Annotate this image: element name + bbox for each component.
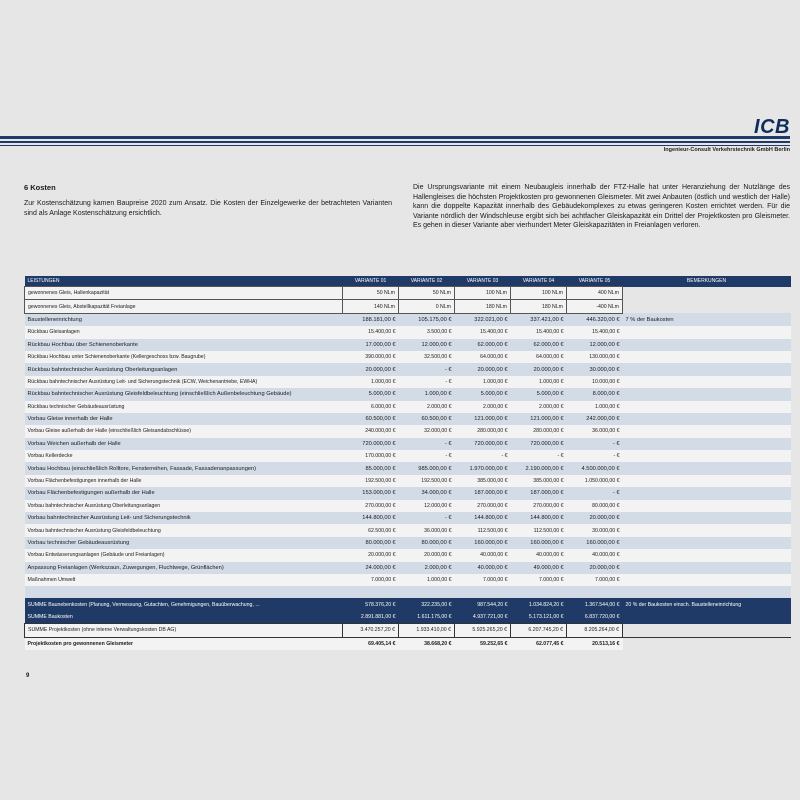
cell-variante-04: 49.000,00 € <box>511 562 567 574</box>
cost-row <box>25 537 791 549</box>
row-label: Anpassung Freianlagen (Werkszaun, Zuwegungen, Fluchtwege, Grünflächen) <box>25 562 343 574</box>
cell-variante-04: 270.000,00 € <box>511 500 567 512</box>
cell-variante-05: 80.000,00 € <box>567 500 623 512</box>
cell-variante-05: 8.000,00 € <box>567 388 623 400</box>
row-label: Rückbau Hochbau über Schienenoberkante <box>25 339 343 351</box>
cell-variante-01: 153.000,00 € <box>343 487 399 499</box>
cell-variante-03: 20.000,00 € <box>455 363 511 375</box>
cell-variante-04: 187.000,00 € <box>511 487 567 499</box>
cost-per-meter-row <box>25 637 791 650</box>
cell-variante-01: 1.000,00 € <box>343 376 399 388</box>
row-label: Vorbau Gleise außerhalb der Halle (einschließlich Gleisandabschlüsse) <box>25 425 343 437</box>
cell-variante-02: 985.000,00 € <box>399 462 455 474</box>
row-label: Vorbau Entwässerungsanlagen (Gebäude und Freianlagen) <box>25 549 343 561</box>
cell-variante-04: 7.000,00 € <box>511 574 567 586</box>
cell-variante-01: 69.405,14 € <box>343 637 399 650</box>
cell-variante-05: - € <box>567 450 623 462</box>
row-remark <box>623 425 791 437</box>
cost-row <box>25 462 791 474</box>
cell-variante-05: 20.000,00 € <box>567 512 623 524</box>
cell-variante-04: 280.000,00 € <box>511 425 567 437</box>
cell-variante-05: 15.400,00 € <box>567 326 623 338</box>
cell-variante-01: 270.000,00 € <box>343 500 399 512</box>
row-label: Vorbau technischer Gebäudeausrüstung <box>25 537 343 549</box>
cell-variante-05: - € <box>567 487 623 499</box>
cell-variante-03: 62.000,00 € <box>455 339 511 351</box>
cell-variante-05: 400 NLm <box>567 287 623 300</box>
page-number: 9 <box>26 673 30 679</box>
cell-variante-05: - € <box>567 438 623 450</box>
cell-variante-05: 7.000,00 € <box>567 574 623 586</box>
row-label: Rückbau bahntechnischer Ausrüstung Oberleitungsanlagen <box>25 363 343 375</box>
row-label: Rückbau Gleisanlagen <box>25 326 343 338</box>
table-header-row <box>25 276 791 287</box>
row-label: SUMME Baukosten <box>25 611 343 624</box>
cell-variante-03: 5.925.265,20 € <box>455 624 511 637</box>
row-label: Rückbau Hochbau unter Schienenoberkante (Kellergeschoss bzw. Baugrube) <box>25 351 343 363</box>
row-remark: 7 % der Baukosten <box>623 313 791 326</box>
cost-row <box>25 487 791 499</box>
row-label: gewonnenes Gleis, Abstellkapazität Freianlage <box>25 300 343 313</box>
row-remark <box>623 562 791 574</box>
cell-variante-02: 50 NLm <box>399 287 455 300</box>
cell-variante-02: 1.933.410,00 € <box>399 624 455 637</box>
cell-variante-02: 32.500,00 € <box>399 351 455 363</box>
cell-variante-03: 1.000,00 € <box>455 376 511 388</box>
cell-variante-05: 10.000,00 € <box>567 376 623 388</box>
cell-variante-03: 40.000,00 € <box>455 549 511 561</box>
row-label: Vorbau Gleise innerhalb der Halle <box>25 413 343 425</box>
cell-variante-01: 17.000,00 € <box>343 339 399 351</box>
row-remark <box>623 438 791 450</box>
cell-variante-04: 144.800,00 € <box>511 512 567 524</box>
cost-row <box>25 574 791 586</box>
cell-variante-03: 40.000,00 € <box>455 562 511 574</box>
cell-variante-04: 720.000,00 € <box>511 438 567 450</box>
intro-paragraph: Zur Kostenschätzung kamen Baupreise 2020 zum Ansatz. Die Kosten der Einzelgewerke der betrachteten Varianten sind als Anlage Kostenschätzung ersichtlich. <box>24 200 392 217</box>
cell-variante-04: 20.000,00 € <box>511 363 567 375</box>
cost-row <box>25 438 791 450</box>
cell-variante-05: -400 NLm <box>567 300 623 313</box>
cell-variante-03: 7.000,00 € <box>455 574 511 586</box>
column-header: VARIANTE 03 <box>455 276 511 287</box>
cell-variante-01: 140 NLm <box>343 300 399 313</box>
cell-variante-03: 121.000,00 € <box>455 413 511 425</box>
cell-variante-02: 12.000,00 € <box>399 500 455 512</box>
cell-variante-01: 15.400,00 € <box>343 326 399 338</box>
cost-row <box>25 376 791 388</box>
cell-variante-05: 30.000,00 € <box>567 363 623 375</box>
cell-variante-05: 1.000,00 € <box>567 401 623 413</box>
spacer-cell <box>511 586 567 598</box>
cell-variante-03: 160.000,00 € <box>455 537 511 549</box>
cell-variante-04: 2.000,00 € <box>511 401 567 413</box>
column-header: LEISTUNGEN <box>25 276 343 287</box>
row-remark <box>623 300 791 313</box>
cell-variante-05: 30.000,00 € <box>567 524 623 536</box>
cell-variante-02: 0 NLm <box>399 300 455 313</box>
cell-variante-03: 4.937.721,00 € <box>455 611 511 624</box>
cell-variante-03: 987.544,20 € <box>455 598 511 610</box>
table-body <box>25 287 791 650</box>
spacer-cell <box>455 586 511 598</box>
row-label: Vorbau bahntechnischer Ausrüstung Leit- und Sicherungstechnik <box>25 512 343 524</box>
row-remark <box>623 287 791 300</box>
cell-variante-05: 12.000,00 € <box>567 339 623 351</box>
cell-variante-04: - € <box>511 450 567 462</box>
cell-variante-05: 160.000,00 € <box>567 537 623 549</box>
cell-variante-04: 2.190.000,00 € <box>511 462 567 474</box>
row-remark <box>623 326 791 338</box>
cell-variante-04: 5.000,00 € <box>511 388 567 400</box>
cell-variante-04: 62.000,00 € <box>511 339 567 351</box>
cell-variante-01: 578.376,20 € <box>343 598 399 610</box>
cell-variante-02: 2.000,00 € <box>399 562 455 574</box>
cell-variante-05: 130.000,00 € <box>567 351 623 363</box>
row-remark <box>623 487 791 499</box>
row-label: Projektkosten pro gewonnenen Gleismeter <box>25 637 343 650</box>
cell-variante-03: 720.000,00 € <box>455 438 511 450</box>
cell-variante-02: 192.500,00 € <box>399 475 455 487</box>
row-remark <box>623 524 791 536</box>
cell-variante-02: 322.235,00 € <box>399 598 455 610</box>
row-label: Maßnahmen Umwelt <box>25 574 343 586</box>
cell-variante-05: 242.000,00 € <box>567 413 623 425</box>
cell-variante-03: 64.000,00 € <box>455 351 511 363</box>
cell-variante-02: 36.000,00 € <box>399 524 455 536</box>
cell-variante-05: 1.050.000,00 € <box>567 475 623 487</box>
row-label: gewonnenes Gleis, Hallenkapazität <box>25 287 343 300</box>
cell-variante-05: 4.500.000,00 € <box>567 462 623 474</box>
cell-variante-02: - € <box>399 512 455 524</box>
cost-row <box>25 500 791 512</box>
cell-variante-01: 5.000,00 € <box>343 388 399 400</box>
cell-variante-04: 1.034.824,20 € <box>511 598 567 610</box>
section-title: 6 Kosten <box>24 183 56 192</box>
cell-variante-03: 270.000,00 € <box>455 500 511 512</box>
cost-row <box>25 339 791 351</box>
row-remark <box>623 388 791 400</box>
column-header: BEMERKUNGEN <box>623 276 791 287</box>
cell-variante-02: 38.668,20 € <box>399 637 455 650</box>
row-remark <box>623 401 791 413</box>
cell-variante-01: 80.000,00 € <box>343 537 399 549</box>
cell-variante-05: 446.320,00 € <box>567 313 623 326</box>
cell-variante-04: 160.000,00 € <box>511 537 567 549</box>
cell-variante-02: 34.000,00 € <box>399 487 455 499</box>
row-remark <box>623 475 791 487</box>
cell-variante-04: 385.000,00 € <box>511 475 567 487</box>
row-remark <box>623 351 791 363</box>
cell-variante-01: 24.000,00 € <box>343 562 399 574</box>
row-label: Vorbau Weichen außerhalb der Halle <box>25 438 343 450</box>
cost-table <box>24 276 791 650</box>
cell-variante-02: - € <box>399 376 455 388</box>
cell-variante-02: 20.000,00 € <box>399 549 455 561</box>
cell-variante-01: 390.000,00 € <box>343 351 399 363</box>
row-label: Vorbau bahntechnischer Ausrüstung Oberleitungsanlagen <box>25 500 343 512</box>
row-remark <box>623 376 791 388</box>
cell-variante-03: 5.000,00 € <box>455 388 511 400</box>
project-cost-row <box>25 624 791 637</box>
cell-variante-01: 3.470.257,20 € <box>343 624 399 637</box>
row-remark <box>623 574 791 586</box>
cost-row <box>25 413 791 425</box>
cell-variante-04: 121.000,00 € <box>511 413 567 425</box>
row-remark <box>623 512 791 524</box>
row-remark <box>623 462 791 474</box>
cost-row <box>25 562 791 574</box>
cell-variante-05: 20.513,16 € <box>567 637 623 650</box>
cell-variante-01: 2.891.881,00 € <box>343 611 399 624</box>
cell-variante-02: 80.000,00 € <box>399 537 455 549</box>
cell-variante-01: 720.000,00 € <box>343 438 399 450</box>
row-label: Rückbau technischer Gebäudeausrüstung <box>25 401 343 413</box>
cell-variante-02: - € <box>399 450 455 462</box>
row-remark: 20 % der Baukosten einsch. Baustelleneinrichtung <box>623 598 791 610</box>
row-remark <box>623 413 791 425</box>
row-remark <box>623 611 791 624</box>
cell-variante-05: 20.000,00 € <box>567 562 623 574</box>
row-label: Vorbau bahntechnischer Ausrüstung Gleisfeldbeleuchtung <box>25 524 343 536</box>
cell-variante-02: 1.611.175,00 € <box>399 611 455 624</box>
cell-variante-01: 60.500,00 € <box>343 413 399 425</box>
cell-variante-04: 112.500,00 € <box>511 524 567 536</box>
cell-variante-02: 2.000,00 € <box>399 401 455 413</box>
cell-variante-05: 40.000,00 € <box>567 549 623 561</box>
cell-variante-03: 385.000,00 € <box>455 475 511 487</box>
row-remark <box>623 363 791 375</box>
cell-variante-01: 240.000,00 € <box>343 425 399 437</box>
cell-variante-03: 100 NLm <box>455 287 511 300</box>
cost-row <box>25 425 791 437</box>
cost-row <box>25 475 791 487</box>
row-label: Vorbau Flächenbefestigungen außerhalb der Halle <box>25 487 343 499</box>
cell-variante-03: - € <box>455 450 511 462</box>
cell-variante-01: 188.181,00 € <box>343 313 399 326</box>
cost-row <box>25 450 791 462</box>
column-header: VARIANTE 05 <box>567 276 623 287</box>
cell-variante-05: 6.837.720,00 € <box>567 611 623 624</box>
row-remark <box>623 450 791 462</box>
spacer-cell <box>623 586 791 598</box>
cell-variante-01: 20.000,00 € <box>343 363 399 375</box>
cell-variante-04: 64.000,00 € <box>511 351 567 363</box>
cell-variante-02: - € <box>399 363 455 375</box>
cell-variante-02: 32.000,00 € <box>399 425 455 437</box>
cell-variante-04: 180 NLm <box>511 300 567 313</box>
cost-row <box>25 524 791 536</box>
cell-variante-01: 144.800,00 € <box>343 512 399 524</box>
capacity-row <box>25 287 791 300</box>
row-label: Rückbau bahntechnischer Ausrüstung Gleisfeldbeleuchtung (einschließlich Außenbeleuchtung Gebäude) <box>25 388 343 400</box>
row-remark <box>623 500 791 512</box>
cost-row <box>25 388 791 400</box>
cell-variante-04: 62.077,45 € <box>511 637 567 650</box>
cell-variante-02: - € <box>399 438 455 450</box>
row-remark <box>623 637 791 650</box>
column-header: VARIANTE 01 <box>343 276 399 287</box>
row-label: Vorbau Flächenbefestigungen innerhalb der Halle <box>25 475 343 487</box>
cell-variante-03: 112.500,00 € <box>455 524 511 536</box>
row-remark <box>623 339 791 351</box>
cell-variante-04: 100 NLm <box>511 287 567 300</box>
spacer-cell <box>399 586 455 598</box>
cell-variante-01: 170.000,00 € <box>343 450 399 462</box>
cell-variante-03: 2.000,00 € <box>455 401 511 413</box>
cost-row <box>25 351 791 363</box>
row-label: SUMME Projektkosten (ohne interne Verwaltungskosten DB AG) <box>25 624 343 637</box>
cell-variante-03: 180 NLm <box>455 300 511 313</box>
cell-variante-02: 3.500,00 € <box>399 326 455 338</box>
column-header: VARIANTE 02 <box>399 276 455 287</box>
cell-variante-01: 50 NLm <box>343 287 399 300</box>
variant-paragraph: Die Ursprungsvariante mit einem Neubaugleis innerhalb der FTZ-Halle hat unter Heranziehung der Nutzlänge des Hallengleises die höchsten Projektkosten pro gewonnenen Gleismeter. Mit zwei Anbauten (östlich und westlich der Halle) kann die doppelte Kapazität innerhalb des Gebäudekomplexes zu etwas geringeren Kosten errichtet werden. Für die Variante nördlich der Windschleuse ergibt sich bei achtfacher Gleiskapazität ein Drittel der Projektkosten pro Gleismeter. Es gehen in dieser Variante aber vierhundert Meter Gleiskapazitäten in Freianlagen verloren. <box>413 184 790 229</box>
cell-variante-02: 1.000,00 € <box>399 574 455 586</box>
capacity-row <box>25 300 791 313</box>
cell-variante-05: 36.000,00 € <box>567 425 623 437</box>
column-header: VARIANTE 04 <box>511 276 567 287</box>
spacer-cell <box>567 586 623 598</box>
spacer-cell <box>343 586 399 598</box>
row-remark <box>623 537 791 549</box>
cell-variante-01: 192.500,00 € <box>343 475 399 487</box>
cell-variante-03: 144.800,00 € <box>455 512 511 524</box>
sum-row <box>25 598 791 610</box>
row-remark <box>623 624 791 637</box>
cell-variante-01: 6.000,00 € <box>343 401 399 413</box>
cell-variante-02: 60.500,00 € <box>399 413 455 425</box>
cell-variante-01: 85.000,00 € <box>343 462 399 474</box>
cost-row <box>25 401 791 413</box>
cell-variante-03: 187.000,00 € <box>455 487 511 499</box>
cost-row <box>25 549 791 561</box>
cell-variante-04: 5.173.121,00 € <box>511 611 567 624</box>
spacer-cell <box>25 586 343 598</box>
row-label: SUMME Baunebenkosten (Planung, Vermessung, Gutachten, Genehmigungen, Bauüberwachung, ... <box>25 598 343 610</box>
company-name: Ingenieur-Consult Verkehrstechnik GmbH Berlin <box>663 147 790 153</box>
sum-row <box>25 611 791 624</box>
cell-variante-02: 105.175,00 € <box>399 313 455 326</box>
cost-row <box>25 363 791 375</box>
cost-row <box>25 326 791 338</box>
cell-variante-02: 12.000,00 € <box>399 339 455 351</box>
cell-variante-04: 15.400,00 € <box>511 326 567 338</box>
row-label: Baustelleneinrichtung <box>25 313 343 326</box>
cell-variante-01: 7.000,00 € <box>343 574 399 586</box>
cell-variante-03: 15.400,00 € <box>455 326 511 338</box>
company-logo: ICB <box>754 116 790 138</box>
row-label: Vorbau Kellerdecke <box>25 450 343 462</box>
cell-variante-04: 337.421,00 € <box>511 313 567 326</box>
cell-variante-01: 20.000,00 € <box>343 549 399 561</box>
cost-row <box>25 512 791 524</box>
row-remark <box>623 549 791 561</box>
cell-variante-03: 280.000,00 € <box>455 425 511 437</box>
row-label: Rückbau bahntechnischer Ausrüstung Leit- und Sicherungstechnik (ECW, Weichenantriebe, EWHA) <box>25 376 343 388</box>
cell-variante-04: 6.207.745,20 € <box>511 624 567 637</box>
cost-row <box>25 313 791 326</box>
cell-variante-02: 1.000,00 € <box>399 388 455 400</box>
cell-variante-03: 1.970.000,00 € <box>455 462 511 474</box>
cell-variante-04: 1.000,00 € <box>511 376 567 388</box>
cell-variante-01: 62.500,00 € <box>343 524 399 536</box>
row-label: Vorbau Hochbau (einschließlich Rolltore, Fensterreihen, Fassade, Fassadenanpassungen) <box>25 462 343 474</box>
cell-variante-04: 40.000,00 € <box>511 549 567 561</box>
cell-variante-03: 59.252,65 € <box>455 637 511 650</box>
cell-variante-05: 8.205.264,00 € <box>567 624 623 637</box>
cell-variante-05: 1.367.544,00 € <box>567 598 623 610</box>
spacer-row <box>25 586 791 598</box>
cell-variante-03: 322.021,00 € <box>455 313 511 326</box>
